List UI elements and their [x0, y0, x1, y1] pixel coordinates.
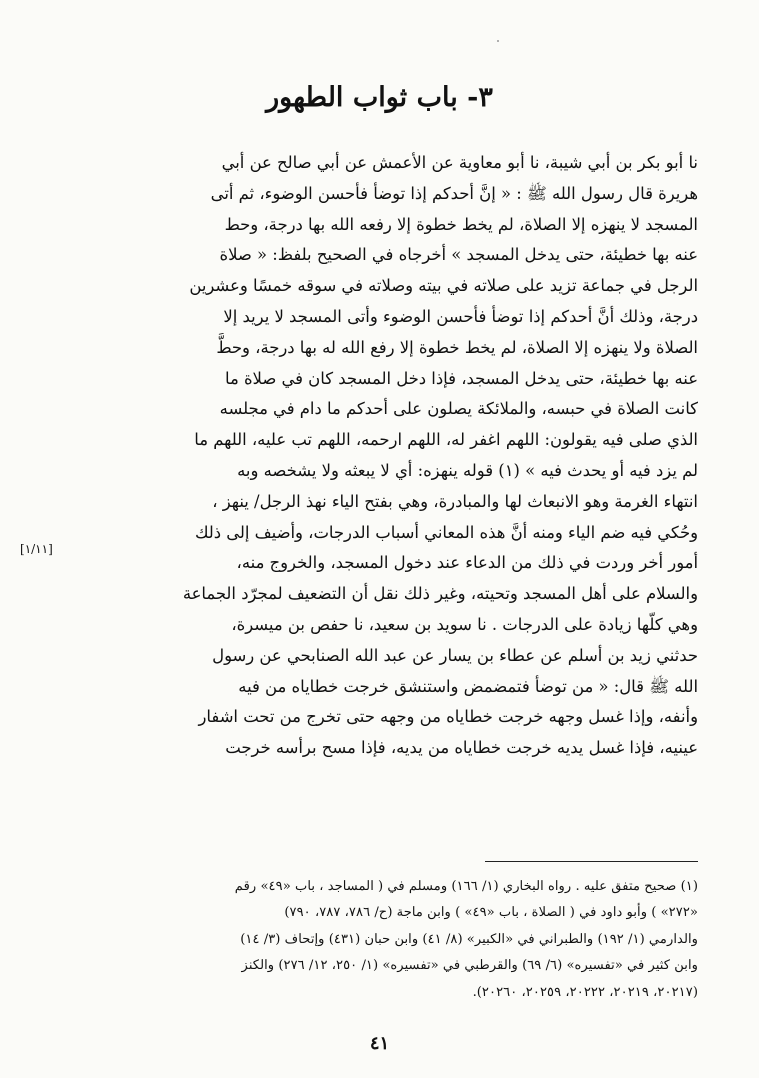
- text-line: وهي كلّها زيادة على الدرجات . نا سويد بن سعيد، نا حفص بن ميسرة،: [231, 614, 698, 634]
- page-number: ٤١: [369, 1033, 390, 1054]
- text-line: وأنفه، وإذا غسل وجهه خرجت خطاياه من وجهه حتى تخرج من تحت اشفار: [198, 707, 698, 727]
- text-line: انتهاء الغرمة وهو الانبعاث لها والمبادرة، وهي بفتح الياء نهذ الرجل/ ينهز ،: [212, 491, 698, 511]
- footnote-line: والدارمي (١/ ١٩٢) والطبراني في «الكبير» (٨/ ٤١) وابن حبان (٤٣١) وإتحاف (٣/ ١٤): [240, 931, 698, 947]
- footnote-line: «٢٧٢» ) وأبو داود في ( الصلاة ، باب «٤٩» ) وابن ماجة (ح/ ٧٨٦، ٧٨٧، ٧٩٠): [284, 905, 698, 921]
- footnote-divider: [485, 861, 698, 862]
- chapter-heading: ٣- باب ثواب الطهور: [266, 82, 493, 113]
- text-line: والسلام على أهل المسجد وتحيته، وغير ذلك نقل أن التضعيف لمجرّد الجماعة: [182, 584, 698, 604]
- text-line: المسجد لا ينهزه إلا الصلاة، لم يخط خطوة إلا رفعه الله بها درجة، وحط: [224, 214, 698, 234]
- text-line: درجة، وذلك أنَّ أحدكم إذا توضأ فأحسن الوضوء وأتى المسجد لا يريد إلا: [223, 306, 698, 326]
- text-line: عنه بها خطيئة، حتى يدخل المسجد، فإذا دخل المسجد كان في صلاة ما: [224, 368, 698, 388]
- main-text: [74, 148, 698, 764]
- text-line: وحُكي فيه ضم الياء ومنه أنَّ هذه المعاني أسباب الدرجات، وأضيف إلى ذلك: [194, 522, 698, 542]
- text-line: الصلاة ولا ينهزه إلا الصلاة، لم يخط خطوة إلا رفع الله له بها درجة، وحطَّ: [216, 337, 698, 357]
- text-line: أمور أخر وردت في ذلك من الدعاء عند دخول المسجد، والخروج منه،: [236, 553, 698, 573]
- footnote-line: وابن كثير في «تفسيره» (٦/ ٦٩) والقرطبي في «تفسيره» (١/ ٢٥٠، ١٢/ ٢٧٦) والكنز: [241, 958, 698, 974]
- text-line: الرجل في جماعة تزيد على صلاته في بيته وصلاته في سوقه خمسًا وعشرين: [189, 276, 698, 296]
- text-line: الذي صلى فيه يقولون: اللهم اغفر له، اللهم ارحمه، اللهم تب عليه، اللهم ما: [194, 430, 698, 450]
- footnote-line: (١) صحيح متفق عليه . رواه البخاري (١/ ١٦٦) ومسلم في ( المساجد ، باب «٤٩» رقم: [234, 879, 698, 894]
- text-line: نا أبو بكر بن أبي شيبة، نا أبو معاوية عن الأعمش عن أبي صالح عن أبي: [221, 153, 698, 172]
- text-line: لم يزد فيه أو يحدث فيه » (١) قوله ينهزه: أي لا يبعثه ولا يشخصه وبه: [237, 460, 698, 480]
- text-line: عنه بها خطيئة، حتى يدخل المسجد » أخرجاه في الصحيح بلفظ: « صلاة: [219, 245, 698, 265]
- text-line: كانت الصلاة في حبسه، والملائكة يصلون على أحدكم ما دام في مجلسه: [219, 399, 698, 419]
- text-line: الله ﷺ قال: « من توضأ فتمضمض واستنشق خرجت خطاياه من فيه: [238, 676, 698, 696]
- footnote-line: (٢٠٢١٧، ٢٠٢١٩، ٢٠٢٢٢، ٢٠٢٥٩، ٢٠٢٦٠).: [472, 984, 698, 1000]
- text-line: هريرة قال رسول الله ﷺ : « إنَّ أحدكم إذا توضأ فأحسن الوضوء، ثم أتى: [210, 183, 698, 203]
- paper-speck: [497, 40, 499, 42]
- text-line: عينيه، فإذا غسل يديه خرجت خطاياه من يديه، فإذا مسح برأسه خرجت: [225, 738, 698, 758]
- margin-page-reference: [١/١١]: [20, 542, 53, 556]
- footnotes: [74, 874, 698, 1006]
- text-line: حدثني زيد بن أسلم عن عطاء بن يسار عن عبد الله الصنابحي عن رسول: [212, 645, 698, 665]
